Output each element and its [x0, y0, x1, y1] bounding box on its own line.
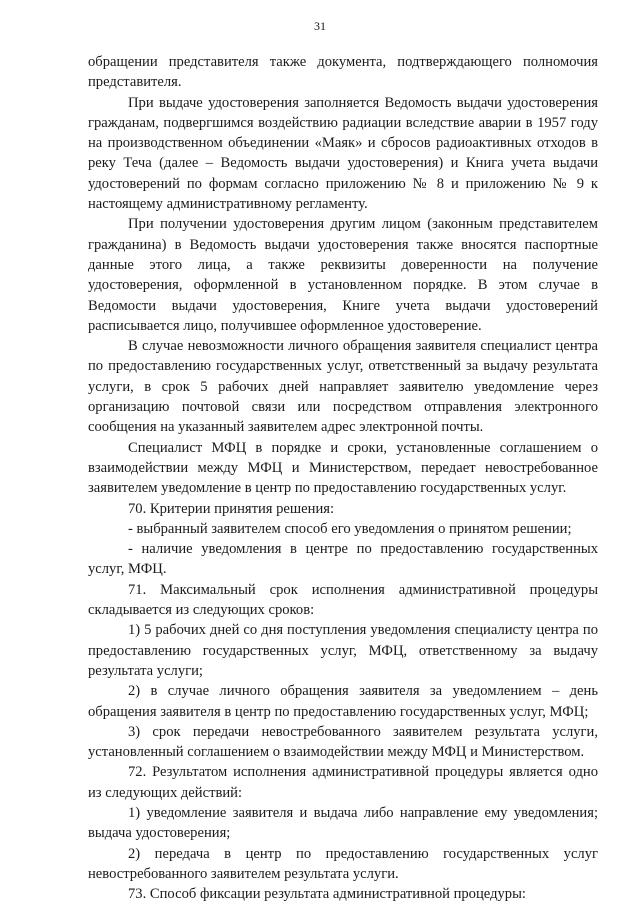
paragraph: В случае невозможности личного обращения заявителя специалист центра по предоставлению государственных услуг, ответственный за выдачу результата услуги, в срок 5 рабочих дней направляет заявителю уведомление через организацию почтовой связи или посредством отправления электронного сообщения на указанный заявителем адрес электронной почты. — [88, 338, 598, 436]
paragraph: При получении удостоверения другим лицом (законным представителем гражданина) в Ведомость выдачи удостоверения также вносятся паспортные данные этого лица, а также реквизиты доверенности на получение удостоверения, оформленной в установленном порядке. В этом случае в Ведомости выдачи удостоверения, Книге учета выдачи удостоверений расписывается лицо, получившее оформленное удостоверение. — [88, 216, 598, 334]
paragraph: 73. Способ фиксации результата административной процедуры: — [128, 886, 526, 903]
list-item: - выбранный заявителем способ его уведомления о принятом решении; — [128, 520, 572, 537]
list-item: 2) передача в центр по предоставлению государственных услуг невостребованного заявителем результата услуги. — [88, 845, 598, 882]
paragraph: 71. Максимальный срок исполнения административной процедуры складывается из следующих сроков: — [88, 581, 598, 619]
list-item: 1) уведомление заявителя и выдача либо направление ему уведомления; выдача удостоверения; — [88, 804, 598, 842]
paragraph: 72. Результатом исполнения административной процедуры является одно из следующих действий: — [88, 764, 598, 801]
page-number: 31 — [314, 19, 326, 33]
paragraph: При выдаче удостоверения заполняется Ведомость выдачи удостоверения гражданам, подвергшимся воздействию радиации вследствие аварии в 1957 году на производственном объединении «Маяк» и сбросов радиоактивных отходов в реку Теча (далее – Ведомость выдачи удостоверения) и Книга учета выдачи удостоверений по формам согласно приложению № 8 и приложению № 9 к настоящему административному регламенту. — [88, 94, 598, 213]
list-item: 1) 5 рабочих дней со дня поступления уведомления специалисту центра по предоставлению государственных услуг, МФЦ, ответственному за выдачу результата услуги; — [88, 622, 598, 679]
list-item: 2) в случае личного обращения заявителя за уведомлением – день обращения заявителя в центр по предоставлению государственных услуг, МФЦ; — [88, 683, 598, 720]
list-item: - наличие уведомления в центре по предоставлению государственных услуг, МФЦ. — [88, 541, 598, 578]
paragraph: обращении представителя также документа, подтверждающего полномочия представителя. — [88, 54, 598, 91]
document-body — [88, 52, 598, 904]
paragraph: 70. Критерии принятия решения: — [128, 500, 335, 517]
paragraph: Специалист МФЦ в порядке и сроки, установленные соглашением о взаимодействии между МФЦ и Министерством, передает невостребованное заявителем уведомление в центр по предоставлению государственных услуг. — [88, 439, 598, 497]
list-item: 3) срок передачи невостребованного заявителем результата услуги, установленный соглашением о взаимодействии между МФЦ и Министерством. — [88, 723, 598, 761]
